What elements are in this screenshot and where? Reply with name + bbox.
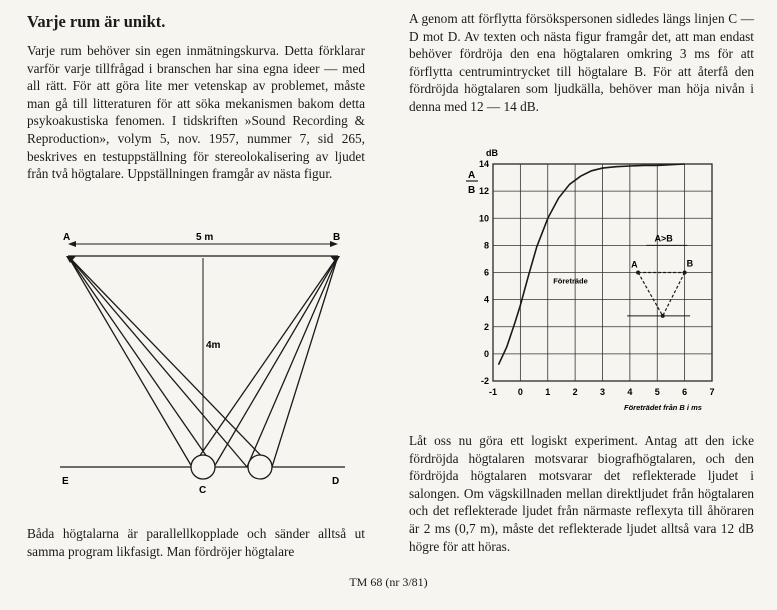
annot-label-a: A [631, 259, 638, 270]
label-depth: 4m [206, 340, 221, 351]
annot-label-b: B [686, 258, 694, 269]
annot-point [683, 271, 687, 275]
x-tick-label: 2 [572, 387, 578, 397]
x-tick-label: 5 [654, 387, 660, 397]
chart-ticks [479, 159, 715, 397]
y-tick-label: 12 [478, 186, 489, 197]
label-e: E [62, 476, 69, 487]
y-ratio-top: A [468, 170, 476, 181]
x-tick-label: 1 [545, 387, 551, 397]
paragraph-right-top: A genom att förflytta försökspersonen sidledes längs linjen C — D mot D. Av texten och nästa figur framgår det, att man endast behöver fördröja den ena högtalaren omkring 3 ms för att förflytta centrumintrycket till högtalare B. För att återfå den fördröjda högtalaren som ljudkälla, behöver man höja nivån i denna med 12 — 14 dB. [409, 11, 754, 114]
label-d: D [332, 476, 340, 487]
paragraph-intro: Varje rum behöver sin egen inmätningskurva. Detta förklarar varför varje tillfrågad i branschen har sina egna ideer — med all rätt. För att göra lite mer vetenskap av problemet, måste man gå till litteraturen för att söka mekanismen bakom detta psykoakustiska fenomen. I tidskriften »Sound Recording & Reproduction», volym 5, nov. 1957, nummer 7, sid 265, beskrives en testuppställning för stereolokalisering av ljudet från två högtalare. Uppställningen framgår av nästa figur. [27, 43, 365, 182]
label-c: C [199, 485, 207, 496]
y-tick-label: 14 [478, 159, 489, 169]
y-tick-label: -2 [480, 376, 489, 386]
annot-label-a-gt-b: A>B [654, 233, 673, 244]
y-ratio-bottom: B [468, 185, 476, 196]
label-speaker-a: A [63, 232, 71, 243]
y-tick-label: 4 [483, 294, 489, 305]
paragraph-right-bottom: Låt oss nu göra ett logiskt experiment. Antag att den icke fördröjda högtalaren motsvarar biografhögtalaren, och den fördröjda högtalaren motsvarar det reflekterade ljudet i salongen. Om vägskillnaden mellan direktljudet från högtalaren och det reflekterade ljudet från närmaste reflexyta till åhöraren är 2 ms (0,7 m), måste det reflekterade ljudet alltså vara 12 dB högre för att höras. [409, 433, 754, 554]
y-tick-label: 10 [478, 213, 489, 224]
y-unit-label: dB [486, 148, 498, 158]
x-tick-label: 4 [627, 387, 633, 397]
label-speaker-b: B [333, 232, 341, 243]
y-tick-label: 8 [483, 240, 489, 251]
x-tick-label: 3 [599, 387, 606, 397]
annot-point [636, 271, 640, 275]
annot-line-b-c [663, 273, 685, 316]
x-tick-label: 6 [682, 387, 688, 397]
annot-line-a-c [638, 273, 663, 316]
x-axis-label: Företrädet från B i ms [624, 403, 702, 412]
paragraph-bottom-left: Båda högtalarna är parallellkopplade och sänder alltså ut samma program likfasigt. Man fördröjer högtalare [27, 526, 365, 559]
article-title: Varje rum är unikt. [27, 12, 166, 31]
annot-label-foretrade: Företräde [553, 276, 588, 286]
y-tick-label: 2 [483, 321, 489, 332]
x-tick-label: 0 [517, 387, 523, 397]
y-tick-label: 6 [483, 267, 489, 278]
x-tick-label: 7 [709, 387, 715, 397]
label-width: 5 m [196, 232, 214, 243]
page-footer: TM 68 (nr 3/81) [349, 575, 428, 589]
chart-annotations [553, 233, 693, 318]
x-tick-label: -1 [488, 387, 498, 397]
annot-point [661, 314, 665, 318]
precedence-curve [499, 164, 685, 365]
y-tick-label: 0 [483, 348, 489, 359]
